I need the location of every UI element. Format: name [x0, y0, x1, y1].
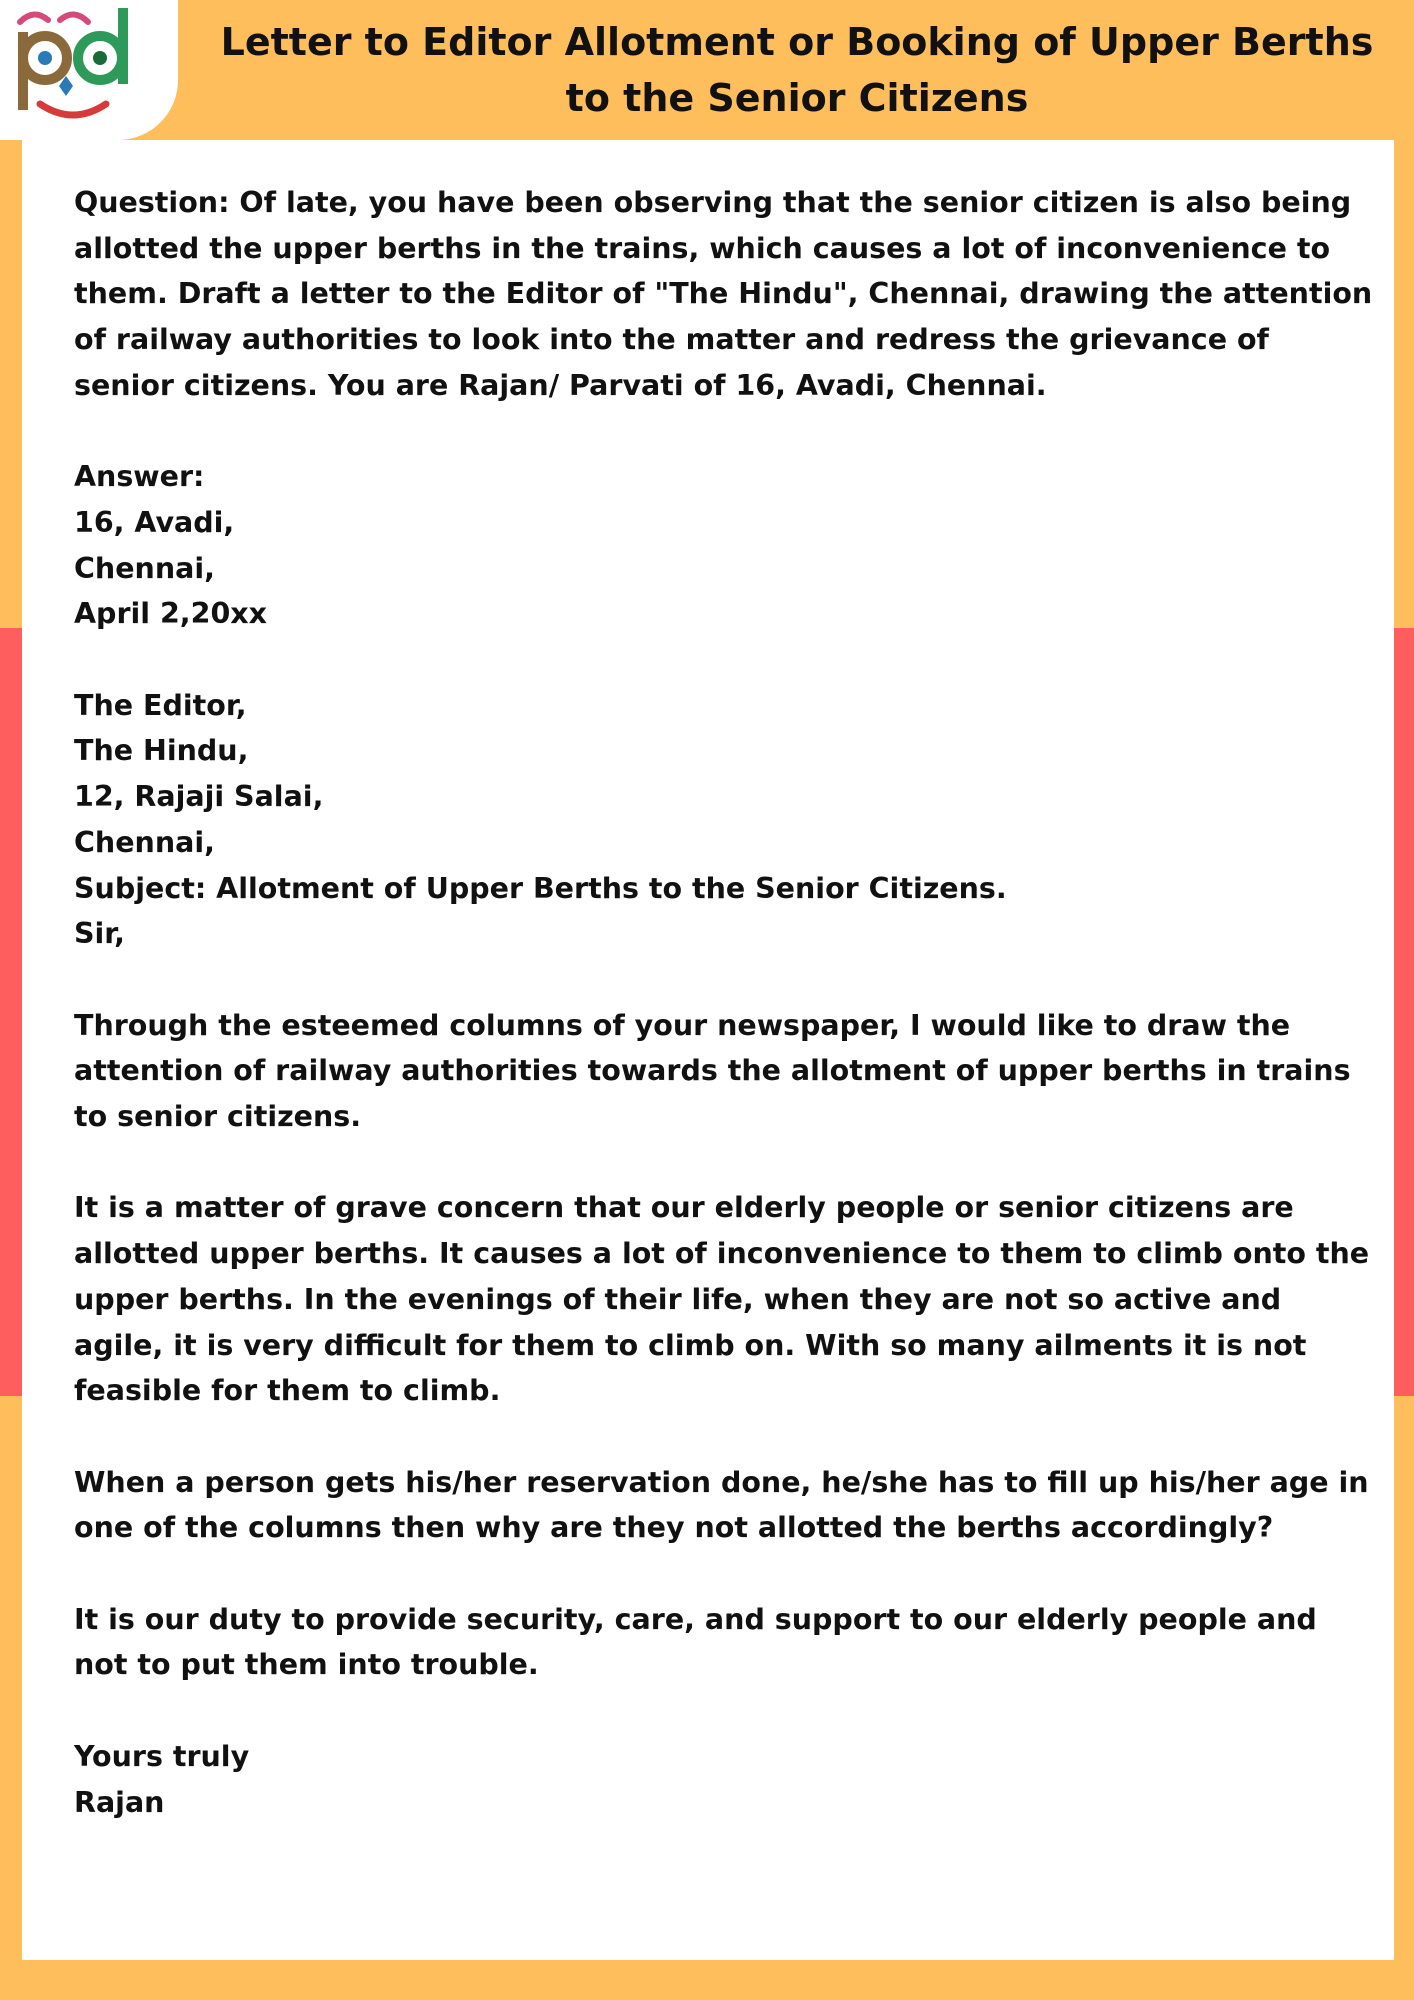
- letter-signature: Rajan: [74, 1785, 165, 1819]
- recipient-block: [74, 683, 1374, 957]
- body-paragraph: It is a matter of grave concern that our elderly people or senior citizens are allotted upper berths. It causes a lot of inconvenience to them to climb onto the upper berths. In the evenings of their life, when they are not so active and agile, it is very difficult for them to climb on. With so many ailments it is not feasible for them to climb.: [74, 1191, 1370, 1408]
- body-paragraph: When a person gets his/her reservation done, he/she has to fill up his/her age in one of the columns then why are they not allotted the berths accordingly?: [74, 1465, 1369, 1545]
- recipient-line: 12, Rajaji Salai,: [74, 780, 324, 814]
- answer-label: Answer:: [74, 460, 205, 494]
- letter-salutation: Sir,: [74, 917, 125, 951]
- letter-content: [74, 180, 1374, 1825]
- letter-card: [22, 140, 1394, 1960]
- question-text: Question: Of late, you have been observing that the senior citizen is also being allotted the upper berths in the trains, which causes a lot of inconvenience to them. Draft a letter to the Editor of "The Hindu", Chennai, drawing the attention of railway authorities to look into the matter and redress the grievance of senior citizens. You are Rajan/ Parvati of 16, Avadi, Chennai.: [74, 186, 1373, 402]
- page-title: Letter to Editor Allotment or Booking of Upper Berths to the Senior Citizens: [220, 20, 1374, 120]
- sender-address-line: Chennai,: [74, 551, 215, 585]
- letter-subject: Subject: Allotment of Upper Berths to the Senior Citizens.: [74, 871, 1007, 905]
- letter-closing: Yours truly: [74, 1739, 250, 1773]
- closing-block: [74, 1734, 1374, 1825]
- recipient-line: Chennai,: [74, 825, 215, 859]
- answer-block: [74, 454, 1374, 637]
- recipient-line: The Hindu,: [74, 734, 249, 768]
- sender-address-line: 16, Avadi,: [74, 505, 235, 539]
- body-paragraph: Through the esteemed columns of your newspaper, I would like to draw the attention of railway authorities towards the allotment of upper berths in trains to senior citizens.: [74, 1008, 1351, 1134]
- logo: [0, 0, 178, 140]
- body-paragraph: It is our duty to provide security, care, and support to our elderly people and not to put them into trouble.: [74, 1602, 1317, 1682]
- recipient-line: The Editor,: [74, 688, 247, 722]
- logo-text: pd: [0, 0, 2, 1]
- logo-mark: [0, 0, 178, 140]
- header: [0, 0, 1414, 140]
- letter-date: April 2,20xx: [74, 597, 268, 631]
